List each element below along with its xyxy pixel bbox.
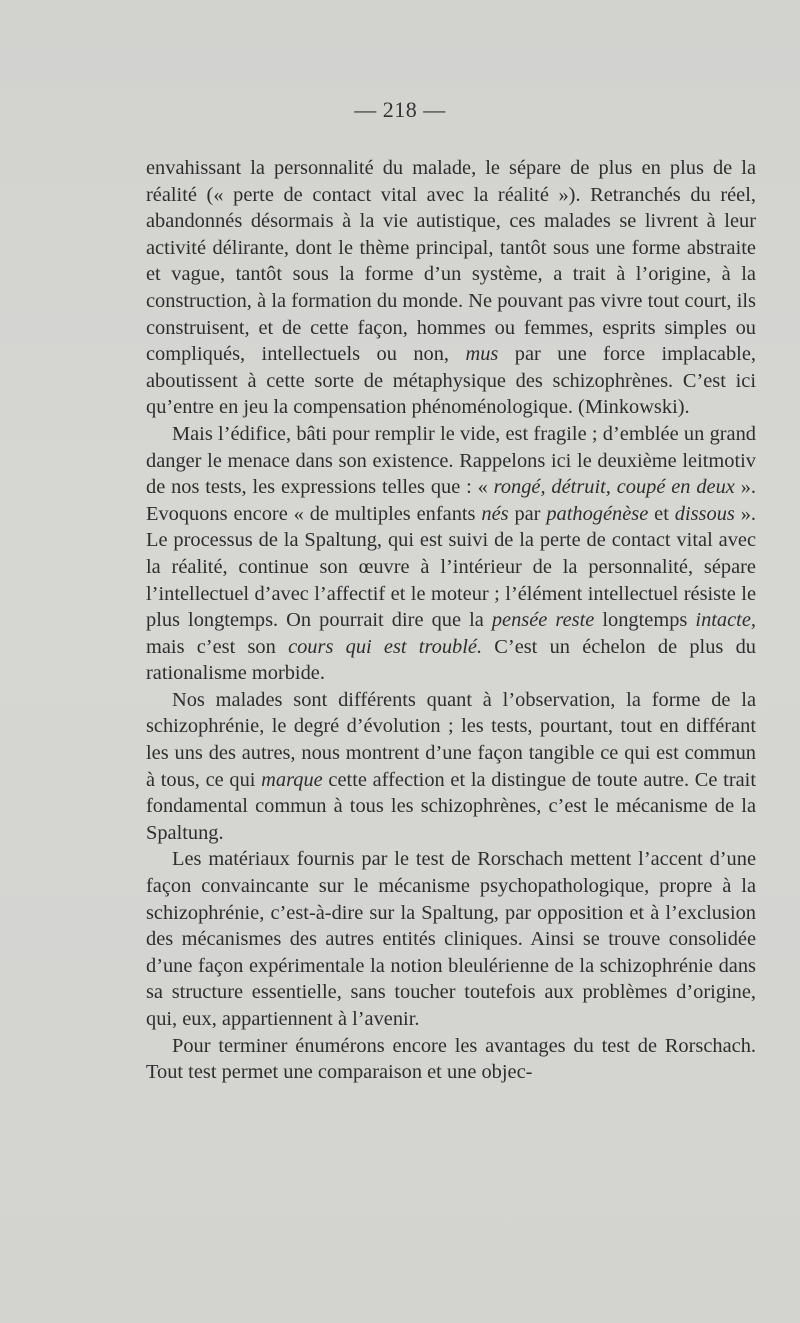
italic-text: rongé, détruit, coupé en deux bbox=[493, 476, 735, 499]
body-text bbox=[146, 155, 756, 1086]
text-run: par une force implacable, aboutissent à cette sorte de métaphysique des schizophrènes. C’est ici qu’entre en jeu la compensation phénoménologique. (Minkowski). bbox=[146, 343, 756, 419]
paragraph bbox=[146, 846, 756, 1032]
text-run: ». Le processus de la Spaltung, qui est suivi de la perte de contact vital avec la réalité, continue son œuvre à l’intérieur de la personnalité, sépare l’intellectuel d’avec l’affectif et le moteur ; l’élément intellectuel résiste le plus longtemps. On pourrait dire que la bbox=[146, 502, 756, 632]
text-run: Les matériaux fournis par le test de Rorschach mettent l’accent d’une façon convaincante sur le mécanisme psychopathologique, propre à la schizophrénie, c’est-à-dire sur la Spaltung, par opposition et à l’exclusion des mécanismes des autres entités cliniques. Ainsi se trouve consolidée d’une façon expérimentale la notion bleulérienne de la schizophrénie dans sa structure essentielle, sans toucher toutefois aux problèmes d’origine, qui, eux, appartiennent à l’avenir. bbox=[146, 848, 756, 1030]
text-run: longtemps bbox=[594, 609, 696, 632]
italic-text: dissous bbox=[674, 502, 735, 525]
italic-text: cours qui est troublé. bbox=[288, 635, 483, 658]
page-number: — 218 — bbox=[354, 97, 446, 122]
text-run: Pour terminer énumérons encore les avantages du test de Rorschach. Tout test permet une comparaison et une objec- bbox=[146, 1034, 756, 1084]
paragraph bbox=[146, 1033, 756, 1086]
text-run: envahissant la personnalité du malade, le sépare de plus en plus de la réalité (« perte de contact vital avec la réalité »). Retranchés du réel, abandonnés désormais à la vie autistique, ces malades se livrent à leur activité délirante, dont le thème principal, tantôt sous une forme abstraite et vague, tantôt sous la forme d’un système, a trait à l’origine, à la construction, à la formation du monde. Ne pouvant pas vivre tout court, ils construisent, et de cette façon, hommes ou femmes, esprits simples ou compliqués, intellectuels ou non, bbox=[146, 157, 756, 366]
paragraph bbox=[146, 687, 756, 847]
italic-text: marque bbox=[261, 768, 323, 791]
text-run: mais c’est son bbox=[146, 635, 289, 658]
paragraph bbox=[146, 155, 756, 421]
italic-text: intacte, bbox=[695, 609, 756, 632]
italic-text: pathogénèse bbox=[546, 502, 649, 525]
paragraph bbox=[146, 421, 756, 687]
italic-text: pensée reste bbox=[491, 609, 595, 632]
italic-text: nés bbox=[481, 502, 509, 525]
text-run: Mais l’édifice, bâti pour remplir le vide, est fragile ; d’emblée un grand danger le menace dans son existence. Rappelons ici le deuxième leitmotiv de nos tests, les expressions telles que : « bbox=[146, 422, 756, 499]
text-run: et bbox=[648, 502, 675, 525]
italic-text: mus bbox=[465, 343, 499, 366]
text-run: par bbox=[508, 502, 547, 525]
text-run: ». Evoquons encore « de multiples enfants bbox=[146, 476, 756, 525]
text-run: Nos malades sont différents quant à l’observation, la forme de la schizophrénie, le degré d’évolution ; les tests, pourtant, tout en différant les uns des autres, nous montrent d’une façon tangible ce qui est commun à tous, ce qui bbox=[146, 688, 756, 791]
text-run: C’est un échelon de plus du rationalisme morbide. bbox=[146, 635, 756, 685]
text-run: cette affection et la distingue de toute autre. Ce trait fondamental commun à tous les schizophrènes, c’est le mécanisme de la Spaltung. bbox=[146, 768, 757, 844]
